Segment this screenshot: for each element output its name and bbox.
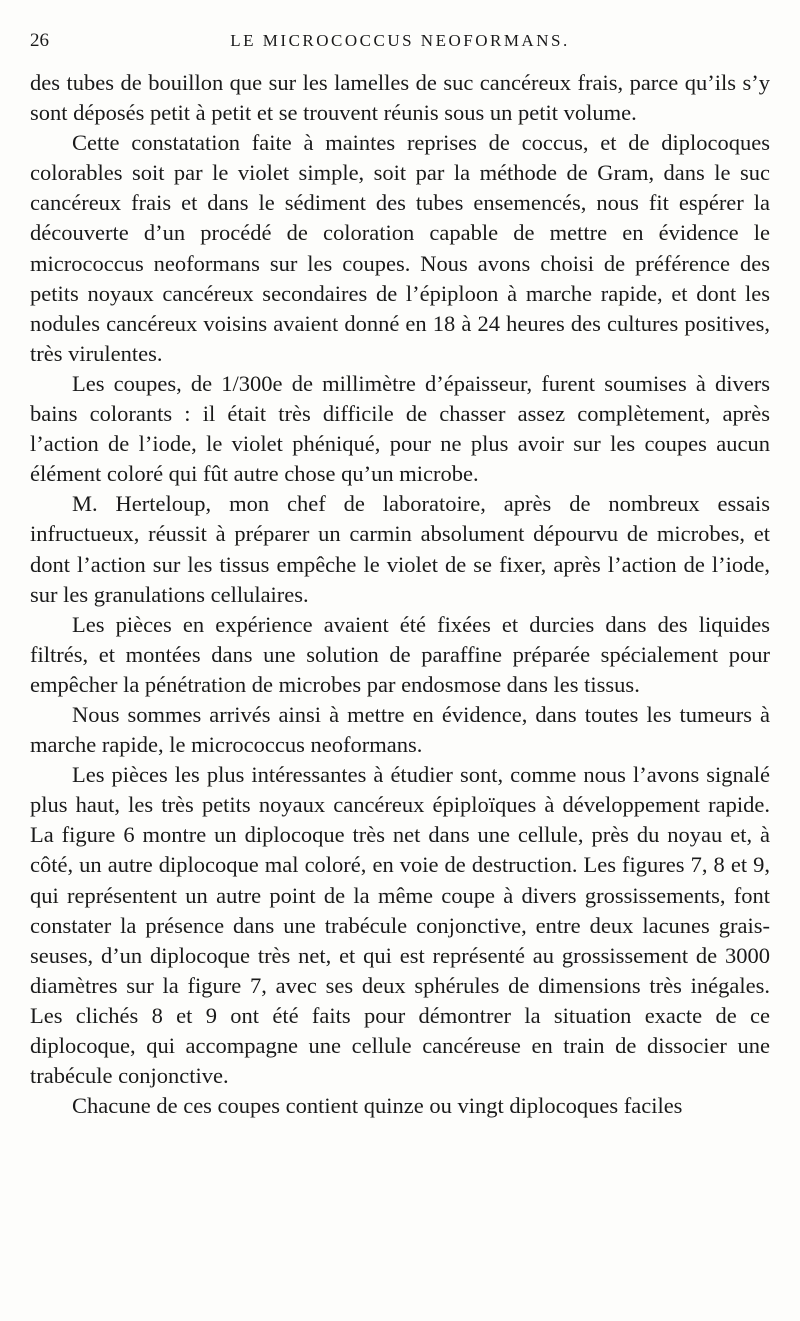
paragraph: M. Herteloup, mon chef de laboratoire, après de nombreux essais infructueux, réussit à préparer un carmin absolument dépourvu de microbes, et dont l’action sur les tissus empêche le violet de se fixer, après l’action de l’iode, sur les granulations cellulaires. <box>30 491 770 607</box>
paragraph: Cette constatation faite à maintes reprises de coccus, et de diplocoques colorables soit par le violet simple, soit par la méthode de Gram, dans le suc cancéreux frais et dans le sédiment des tubes ensemencés, nous fit espérer la découverte d’un procédé de coloration capable de mettre en évidence le micrococcus neoformans sur les coupes. Nous avons choisi de préférence des petits noyaux cancéreux secondaires de l’épiploon à marche rapide, et dont les nodules cancéreux voisins avaient donné en 18 à 24 heures des cultures positives, très virulentes. <box>30 130 770 366</box>
running-title: LE MICROCOCCUS NEOFORMANS. <box>230 31 570 50</box>
running-head <box>30 28 770 54</box>
paragraph: Les coupes, de 1/300e de millimètre d’épaisseur, furent soumises à divers bains colorants : il était très difficile de chasser assez complètement, après l’action de l’iode, le violet phéniqué, pour ne plus avoir sur les coupes aucun élément coloré qui fût autre chose qu’un microbe. <box>30 370 770 487</box>
body-text <box>30 68 770 1121</box>
paragraph: Nous sommes arrivés ainsi à mettre en évidence, dans toutes les tumeurs à marche rapide, le micrococcus neoformans. <box>30 701 770 758</box>
paragraph: Les pièces en expérience avaient été fixées et durcies dans des liquides filtrés, et montées dans une solution de paraffine préparée spécialement pour empêcher la pénétration de microbes par endosmose dans les tissus. <box>30 611 770 697</box>
paragraph: Chacune de ces coupes contient quinze ou vingt diplocoques faciles <box>72 1093 683 1119</box>
page-number: 26 <box>30 30 49 51</box>
paragraph: des tubes de bouillon que sur les lamelles de suc cancéreux frais, parce qu’ils s’y sont déposés petit à petit et se trouvent réunis sous un petit volume. <box>30 70 770 126</box>
paragraph: Les pièces les plus intéressantes à étudier sont, comme nous l’avons signalé plus haut, les très petits noyaux cancéreux épiploïques à développement rapide. La figure 6 montre un diplocoque très net dans une cellule, près du noyau et, à côté, un autre diplocoque mal coloré, en voie de destruction. Les figures 7, 8 et 9, qui représentent un autre point de la même coupe à divers grossissements, font constater la présence dans une trabécule conjonctive, entre deux lacunes graisseuses, d’un diplocoque très net, et qui est représenté au grossissement de 3000 diamètres sur la figure 7, avec ses deux sphérules de dimensions très inégales. Les clichés 8 et 9 ont été faits pour démontrer la situation exacte de ce diplocoque, qui accompagne une cellule cancéreuse en train de dissocier une trabécule conjonctive. <box>30 762 770 1089</box>
